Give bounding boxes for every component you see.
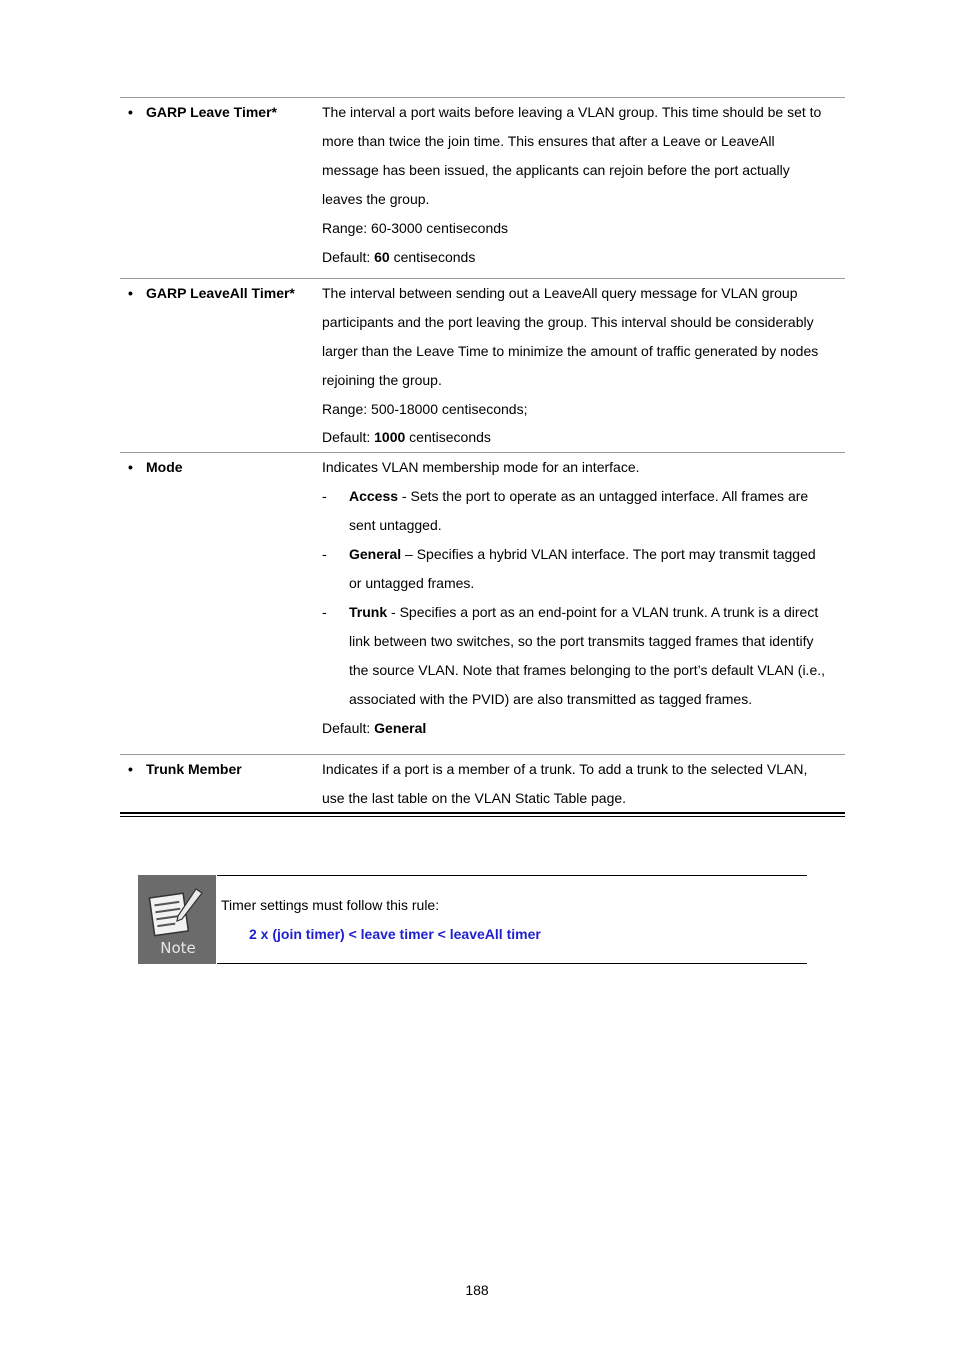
description-line: leaves the group. <box>322 191 430 207</box>
parameter-description <box>322 755 844 813</box>
description-line: Indicates VLAN membership mode for an interface. <box>322 459 640 475</box>
description-line: more than twice the join time. This ensures that after a Leave or LeaveAll <box>322 133 775 149</box>
default-line: Default: General <box>322 720 427 736</box>
note-rule-text: 2 x (join timer) < leave timer < leaveAll timer <box>249 926 541 942</box>
mode-option-trunk: - Trunk - Specifies a port as an end-point for a VLAN trunk. A trunk is a direct link between two switches, so the port transmits tagged frames that identify the source VLAN. Note that frames belonging to the port’s default VLAN (i.e., associated with the PVID) are also transmitted as tagged frames. <box>322 598 844 714</box>
mode-option-general: - General – Specifies a hybrid VLAN interface. The port may transmit tagged or untagged frames. <box>322 540 844 598</box>
note-bottom-rule <box>217 963 807 964</box>
description-line: The interval between sending out a LeaveAll query message for VLAN group <box>322 285 798 301</box>
parameter-description <box>322 98 844 272</box>
dash-marker: - <box>322 546 327 562</box>
bullet-icon: • <box>128 459 133 475</box>
option-name: General <box>349 546 402 562</box>
note-icon <box>138 875 216 964</box>
bullet-icon: • <box>128 285 133 301</box>
description-line: participants and the port leaving the group. This interval should be considerably <box>322 314 814 330</box>
parameter-name: • GARP Leave Timer* <box>128 98 277 127</box>
parameter-name: • Trunk Member <box>128 755 242 784</box>
page-number: 188 <box>465 1282 489 1298</box>
table-bottom-rule-inner <box>120 816 845 817</box>
range-line: Range: 60-3000 centiseconds <box>322 220 509 236</box>
option-name: Access <box>349 488 399 504</box>
default-line: Default: 1000 centiseconds <box>322 429 491 445</box>
description-line: rejoining the group. <box>322 372 442 388</box>
dash-marker: - <box>322 604 327 620</box>
bullet-icon: • <box>128 761 133 777</box>
bullet-icon: • <box>128 104 133 120</box>
note-top-rule <box>217 875 807 876</box>
description-line: larger than the Leave Time to minimize the amount of traffic generated by nodes <box>322 343 819 359</box>
option-name: Trunk <box>349 604 388 620</box>
description-line: message has been issued, the applicants can rejoin before the port actually <box>322 162 790 178</box>
dash-marker: - <box>322 488 327 504</box>
parameter-description <box>322 279 844 452</box>
mode-option-access: - Access - Sets the port to operate as an untagged interface. All frames are sent untagged. <box>322 482 844 540</box>
description-line: Indicates if a port is a member of a trunk. To add a trunk to the selected VLAN, <box>322 761 808 777</box>
parameter-name: • Mode <box>128 453 183 482</box>
note-box <box>138 875 807 964</box>
note-text: Timer settings must follow this rule: <box>221 897 440 913</box>
range-line: Range: 500-18000 centiseconds; <box>322 401 528 417</box>
description-line: The interval a port waits before leaving a VLAN group. This time should be set to <box>322 104 822 120</box>
svg-text:Note: Note <box>160 939 196 957</box>
default-line: Default: 60 centiseconds <box>322 249 476 265</box>
parameter-name: • GARP LeaveAll Timer* <box>128 279 295 308</box>
description-line: use the last table on the VLAN Static Table page. <box>322 790 627 806</box>
parameter-description <box>322 453 844 743</box>
